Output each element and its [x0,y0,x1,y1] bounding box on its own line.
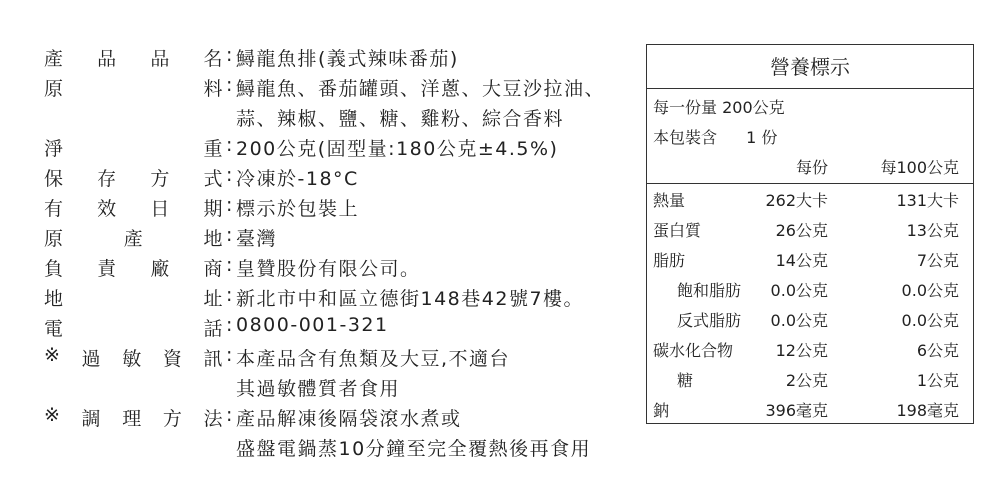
info-colon: : [226,314,234,336]
label-char: 電 [44,318,65,340]
label-char: 理 [122,408,143,430]
nutrient-per-100g: 0.0公克 [901,311,959,330]
info-value: 產品解凍後隔袋滾水煮或 [236,408,462,430]
label-char: 法 [203,408,224,430]
info-row-cooking [0,404,640,434]
label-char: ※ [44,404,62,426]
info-row-product-name [0,44,640,74]
nutrient-per-serving: 14公克 [775,251,828,270]
serving-size: 每一份量 200公克 [653,98,785,117]
label-char: 有 [44,198,65,220]
nutrient-name: 反式脂肪 [677,311,742,330]
nutrient-name: 脂肪 [653,251,686,270]
nutrient-name: 鈉 [653,401,670,420]
info-value: 0800-001-321 [236,314,389,336]
label-char: 調 [81,408,103,430]
info-colon: : [226,284,234,306]
nutrient-per-serving: 0.0公克 [770,281,828,300]
label-char: 過 [81,348,103,370]
info-row-address [0,284,640,314]
info-colon: : [226,194,234,216]
nutrient-name: 糖 [677,371,694,390]
info-label [44,344,224,374]
nutrient-name: 蛋白質 [653,221,702,240]
nutrient-row-carbohydrate [647,338,973,368]
nutrient-row-trans-fat [647,308,973,338]
table-divider [647,183,973,184]
info-value: 標示於包裝上 [236,198,360,220]
label-char: 品 [97,48,118,70]
label-char: 存 [97,168,118,190]
info-row-storage [0,164,640,194]
info-value: 臺灣 [236,228,278,250]
info-value: 盛盤電鍋蒸10分鐘至完全覆熱後再食用 [236,438,592,460]
label-char: 式 [203,168,224,190]
nutrient-per-serving: 12公克 [775,341,828,360]
label-char: 淨 [44,138,65,160]
info-value: 蒜、辣椒、鹽、糖、雞粉、綜合香料 [236,108,565,130]
info-label [44,314,224,344]
info-value: 其過敏體質者食用 [236,378,401,400]
info-colon: : [226,254,234,276]
nutrient-per-100g: 198毫克 [896,401,959,420]
nutrient-per-100g: 13公克 [906,221,959,240]
label-char: 原 [44,78,65,100]
label-char: 名 [203,48,224,70]
info-label [44,164,224,194]
nutrient-name: 碳水化合物 [653,341,734,360]
info-value: 皇贊股份有限公司。 [236,258,421,280]
nutrition-table [646,44,974,424]
label-char: 期 [203,198,224,220]
label-char: 日 [150,198,171,220]
nutrient-per-100g: 7公克 [916,251,959,270]
info-colon: : [226,344,234,366]
label-char: 產 [44,48,65,70]
nutrient-per-100g: 131大卡 [896,191,959,210]
nutrient-row-fat [647,248,973,278]
label-char: 負 [44,258,65,280]
label-char: 敏 [122,348,143,370]
nutrient-per-serving: 262大卡 [765,191,828,210]
info-value: 200公克(固型量:180公克±4.5%) [236,138,559,160]
nutrient-row-saturated-fat [647,278,973,308]
servings-value: 1 份 [746,128,778,147]
nutrient-row-sodium [647,398,973,428]
label-char: 產 [123,228,145,250]
nutrient-row-protein [647,218,973,248]
label-char: 重 [203,138,224,160]
info-value: 冷凍於-18°C [236,168,359,190]
info-row-allergen [0,344,640,374]
info-row-expiry [0,194,640,224]
column-header-per-serving: 每份 [795,158,828,177]
info-label [44,284,224,314]
nutrient-per-serving: 396毫克 [765,401,828,420]
info-row-ingredients [0,74,640,104]
info-label [44,74,224,104]
nutrient-row-energy [647,188,973,218]
info-row-manufacturer [0,254,640,284]
nutrient-per-serving: 2公克 [785,371,828,390]
info-value: 鱘龍魚、番茄罐頭、洋蔥、大豆沙拉油、 [236,78,606,100]
info-value: 本產品含有魚類及大豆,不適台 [236,348,511,370]
label-char: 廠 [150,258,171,280]
label-char: 保 [44,168,65,190]
label-char: 料 [203,78,224,100]
info-label [44,224,224,254]
label-char: 原 [44,228,65,250]
label-char: 責 [97,258,118,280]
info-value: 新北市中和區立德街148巷42號7樓。 [236,288,585,310]
info-colon: : [226,224,234,246]
label-char: 品 [150,48,171,70]
label-char: 效 [97,198,118,220]
servings-per-package [653,125,777,148]
nutrient-row-sugar [647,368,973,398]
label-char: 址 [203,288,224,310]
info-colon: : [226,44,234,66]
info-row-ingredients-cont [0,104,640,134]
info-row-allergen-cont [0,374,640,404]
info-label [44,194,224,224]
nutrient-per-100g: 1公克 [916,371,959,390]
nutrition-title: 營養標示 [647,45,973,89]
info-row-phone [0,314,640,344]
nutrient-name: 熱量 [653,191,686,210]
info-colon: : [226,134,234,156]
info-label [44,44,224,74]
info-label [44,254,224,284]
info-colon: : [226,74,234,96]
info-colon: : [226,404,234,426]
info-label [44,134,224,164]
info-row-net-weight [0,134,640,164]
servings-label: 本包裝含 [653,128,718,147]
label-char: 方 [162,408,184,430]
info-row-origin [0,224,640,254]
info-colon: : [226,164,234,186]
label-char: 地 [203,228,224,250]
nutrient-per-serving: 0.0公克 [770,311,828,330]
nutrient-per-serving: 26公克 [775,221,828,240]
label-char: 話 [203,318,224,340]
info-label [44,404,224,434]
nutrient-per-100g: 0.0公克 [901,281,959,300]
nutrient-name: 飽和脂肪 [677,281,742,300]
label-char: 地 [44,288,65,310]
column-header-per-100g: 每100公克 [880,158,959,177]
nutrient-per-100g: 6公克 [916,341,959,360]
label-char: ※ [44,344,62,366]
label-char: 訊 [203,348,224,370]
info-value: 鱘龍魚排(義式辣味番茄) [236,48,459,70]
info-row-cooking-cont [0,434,640,464]
label-char: 資 [162,348,184,370]
label-char: 商 [203,258,224,280]
label-char: 方 [150,168,171,190]
